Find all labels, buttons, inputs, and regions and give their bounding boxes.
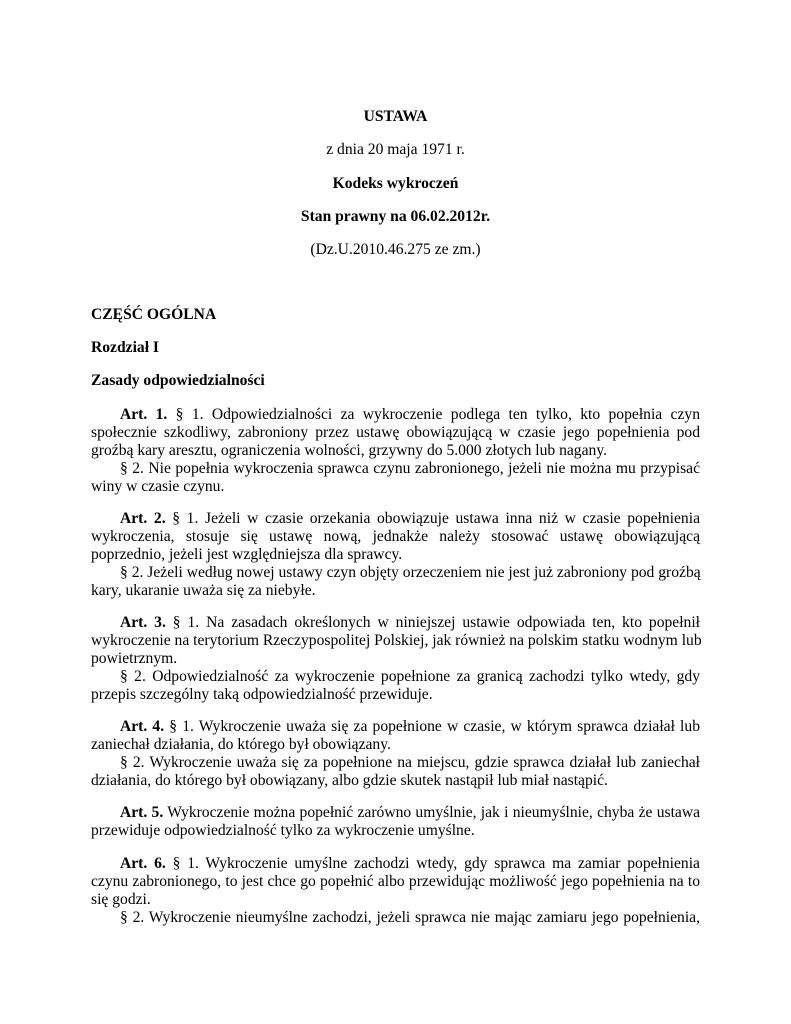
article-6-line: czynu zabronionego, to jest chce go popełnić albo przewidując możliwość jego popełnienia na to <box>91 873 700 890</box>
article-4-line: Art. 4. § 1. Wykroczenie uważa się za popełnione w czasie, w którym sprawca działał lub <box>120 718 700 735</box>
article-3 <box>91 614 700 704</box>
article-label: Art. 3. <box>120 614 166 631</box>
article-label: Art. 1. <box>120 406 168 423</box>
act-type-heading: USTAWA <box>363 108 428 125</box>
article-3-line: przepis szczególny taką odpowiedzialność przewiduje. <box>91 686 433 703</box>
article-4-line: § 2. Wykroczenie uważa się za popełnione na miejscu, gdzie sprawca działał lub zaniechał <box>120 754 700 771</box>
article-5-line: przewiduje odpowiedzialność tylko za wykroczenie umyślne. <box>91 822 475 839</box>
article-1 <box>91 406 700 496</box>
chapter-title: Zasady odpowiedzialności <box>91 372 265 389</box>
article-6-line: Art. 6. § 1. Wykroczenie umyślne zachodzi wtedy, gdy sprawca ma zamiar popełnienia <box>120 855 700 872</box>
article-4-line: zaniechał działania, do którego był obowiązany. <box>91 736 391 753</box>
article-1-line: groźbą kary aresztu, ograniczenia wolności, grzywny do 5.000 złotych lub nagany. <box>91 442 608 459</box>
article-1-line: społecznie szkodliwy, zabroniony przez ustawę obowiązującą w czasie jego popełnienia pod <box>91 424 700 441</box>
article-4 <box>91 718 700 790</box>
article-label: Art. 4. <box>120 718 165 735</box>
article-2-line: Art. 2. § 1. Jeżeli w czasie orzekania obowiązuje ustawa inna niż w czasie popełnienia <box>120 510 700 527</box>
article-4-line: działania, do którego był obowiązany, albo gdzie skutek nastąpił lub miał nastąpić. <box>91 772 608 789</box>
article-label: Art. 6. <box>120 855 166 872</box>
legal-status: Stan prawny na 06.02.2012r. <box>300 208 491 225</box>
article-label: Art. 5. <box>120 804 164 821</box>
chapter-heading: Rozdział I <box>91 339 160 356</box>
article-2 <box>91 510 700 600</box>
article-3-line: Art. 3. § 1. Na zasadach określonych w niniejszej ustawie odpowiada ten, kto popełnił <box>120 614 701 631</box>
article-3-line: powietrznym. <box>91 650 178 667</box>
article-2-line: wykroczenia, stosuje się ustawę nową, jednakże należy stosować ustawę obowiązującą <box>91 528 700 545</box>
article-3-line: § 2. Odpowiedzialność za wykroczenie popełnione za granicą zachodzi tylko wtedy, gdy <box>120 668 700 685</box>
part-heading: CZĘŚĆ OGÓLNA <box>91 306 217 323</box>
article-1-line: Art. 1. § 1. Odpowiedzialności za wykroczenie podlega ten tylko, kto popełnia czyn <box>120 406 700 423</box>
article-2-line: § 2. Jeżeli według nowej ustawy czyn objęty orzeczeniem nie jest już zabroniony pod groźbą <box>120 564 701 581</box>
article-label: Art. 2. <box>120 510 166 527</box>
article-6 <box>91 855 700 927</box>
article-5-line: Art. 5. Wykroczenie można popełnić zarówno umyślnie, jak i nieumyślnie, chyba że ustawa <box>120 804 701 821</box>
article-6-line: § 2. Wykroczenie nieumyślne zachodzi, jeżeli sprawca nie mając zamiaru jego popełnienia, <box>120 909 700 926</box>
article-2-line: poprzednio, jeżeli jest względniejsza dla sprawcy. <box>91 546 403 563</box>
article-2-line: kary, ukaranie uważa się za niebyłe. <box>91 582 316 599</box>
article-5 <box>91 804 700 840</box>
article-3-line: wykroczenie na terytorium Rzeczypospolitej Polskiej, jak również na polskim statku wodnym lub <box>91 632 702 649</box>
act-date: z dnia 20 maja 1971 r. <box>326 141 465 158</box>
article-1-line: § 2. Nie popełnia wykroczenia sprawca czynu zabronionego, jeżeli nie można mu przypisać <box>120 460 700 477</box>
act-name: Kodeks wykroczeń <box>332 175 459 192</box>
journal-reference: (Dz.U.2010.46.275 ze zm.) <box>310 241 481 258</box>
article-6-line: się godzi. <box>91 891 151 908</box>
article-1-line: winy w czasie czynu. <box>91 478 225 495</box>
